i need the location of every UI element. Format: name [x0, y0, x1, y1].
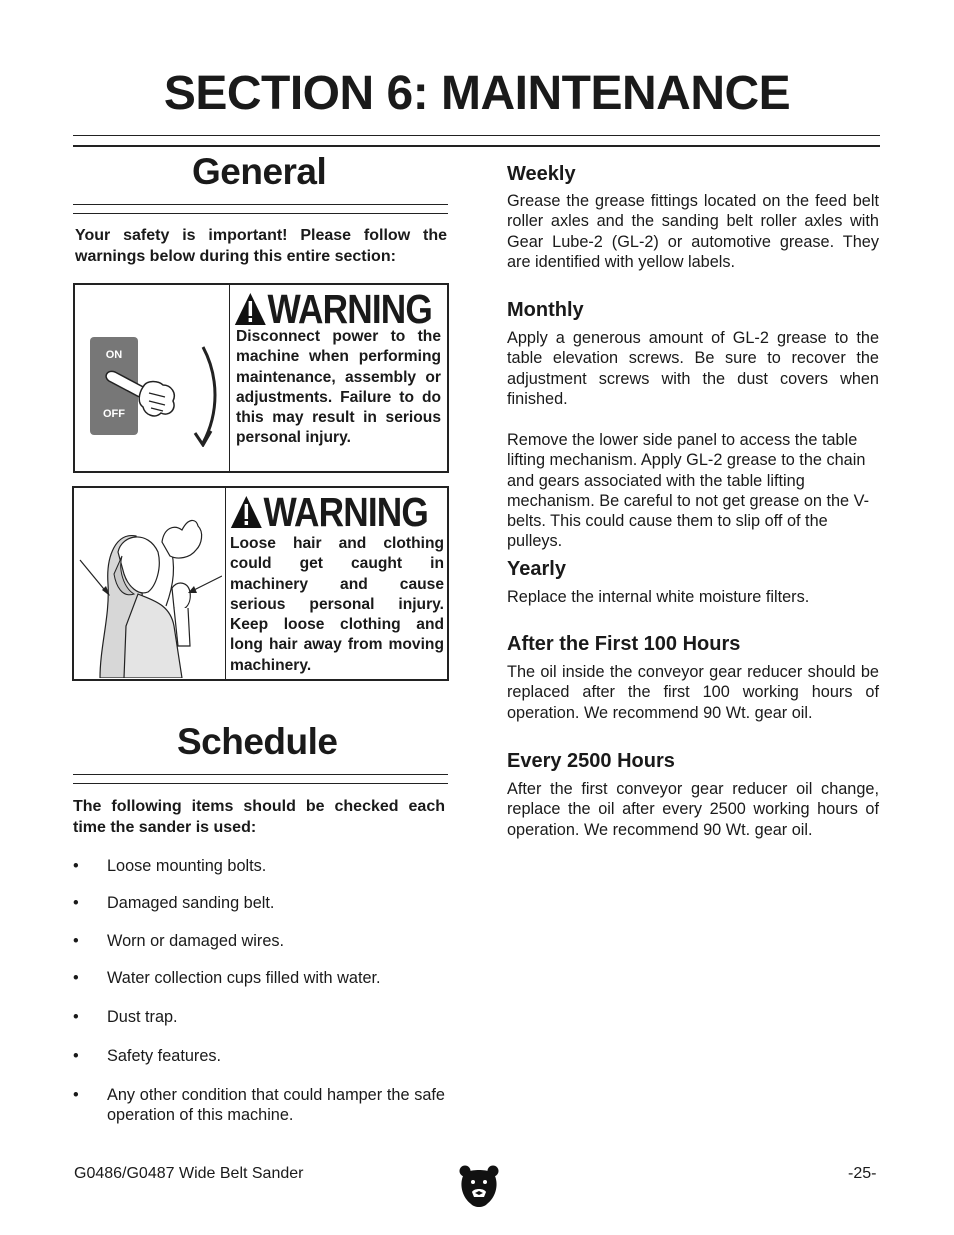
hair-clothing-illustration: [78, 496, 222, 678]
every-2500-hours-heading: Every 2500 Hours: [507, 750, 675, 772]
schedule-rule-top: [73, 774, 448, 775]
warning-triangle-icon: [234, 292, 267, 326]
bear-logo-icon: [459, 1164, 499, 1210]
power-switch-illustration: [85, 337, 219, 447]
monthly-heading: Monthly: [507, 299, 584, 321]
general-rule-top: [73, 204, 448, 205]
yearly-heading: Yearly: [507, 558, 566, 580]
warning-label: WARNING: [267, 286, 432, 332]
general-heading: General: [192, 151, 327, 192]
yearly-text: Replace the internal white moisture filters.: [507, 588, 810, 606]
warning-box-power: [73, 283, 449, 473]
schedule-rule-bottom: [73, 783, 448, 784]
general-rule-bottom: [73, 213, 448, 214]
warning-label: WARNING: [263, 489, 428, 535]
general-intro: Your safety is important! Please follow the warnings below during this entire section:: [75, 227, 447, 265]
switch-on-label: ON: [105, 349, 123, 361]
title-rule-bottom: [73, 145, 880, 147]
footer-model: G0486/G0487 Wide Belt Sander: [74, 1165, 304, 1182]
every-2500-hours-text: After the first conveyor gear reducer oil change, replace the oil after every 2500 working hours of operation. We recommend 90 Wt. gear oil.: [507, 780, 879, 839]
warning-text-power: Disconnect power to the machine when performing maintenance, assembly or adjustments. Failure to do this may result in serious personal injury.: [236, 328, 441, 447]
section-title: SECTION 6: MAINTENANCE: [163, 67, 791, 120]
schedule-intro: The following items should be checked each time the sander is used:: [73, 798, 445, 836]
schedule-heading: Schedule: [177, 721, 338, 762]
first-100-hours-heading: After the First 100 Hours: [507, 633, 741, 655]
warning-text-hair: Loose hair and clothing could get caught in machinery and cause serious personal injury. Keep loose clothing and long hair away from moving machinery.: [230, 535, 444, 674]
warning-triangle-icon: [230, 495, 263, 529]
warning-header-power: [234, 287, 432, 331]
monthly-text-2: Remove the lower side panel to access the table lifting mechanism. Apply GL-2 grease to the chain and gears associated with the table lifting mechanism. Be careful to not get grease on the V-belts. This could cause them to slip off of the pulleys.: [507, 431, 870, 551]
warning-header-hair: [230, 490, 428, 534]
first-100-hours-text: The oil inside the conveyor gear reducer should be replaced after the first 100 working hours of operation. We recommend 90 Wt. gear oil.: [507, 663, 879, 722]
monthly-text: Apply a generous amount of GL-2 grease to the table elevation screws. Be sure to recover the adjustment screws with the dust covers when finished.: [507, 329, 879, 408]
weekly-text: Grease the grease fittings located on the feed belt roller axles and the sanding belt roller axles with Gear Lube-2 (GL-2) or automotive grease. They are identified with yellow labels.: [507, 192, 879, 271]
title-rule-top: [73, 135, 880, 136]
weekly-heading: Weekly: [507, 163, 576, 185]
footer-page-number: -25-: [848, 1165, 877, 1182]
warning-box-hair: [72, 486, 449, 681]
switch-off-label: OFF: [103, 408, 125, 420]
